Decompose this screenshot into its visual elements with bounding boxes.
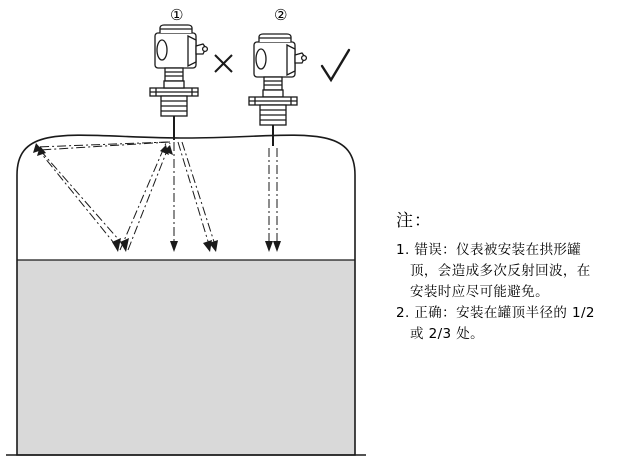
note-line-2: 顶，会造成多次反射回波，在 <box>410 263 591 279</box>
note-line-3: 安装时应尽可能避免。 <box>410 284 549 300</box>
note-line-4: 2. 正确：安装在罐顶半径的 1/2 <box>396 305 595 321</box>
echo-arrowheads-device-1 <box>33 143 218 252</box>
note-line-1: 1. 错误：仪表被安装在拱形罐 <box>396 242 582 258</box>
echo-path-device-2 <box>269 148 277 248</box>
echo-arrowheads-device-2 <box>265 241 281 252</box>
echo-paths-device-1 <box>36 142 216 250</box>
device-1-radar-level-meter <box>150 25 207 140</box>
tank-liquid-region <box>17 260 355 455</box>
notes-heading: 注： <box>396 211 432 231</box>
notes-block <box>396 206 628 345</box>
correct-check-icon <box>322 50 349 80</box>
note-line-5: 或 2/3 处。 <box>410 326 485 342</box>
wrong-cross-icon <box>215 55 232 72</box>
marker-2-label: ② <box>274 6 288 24</box>
device-2-radar-level-meter <box>249 34 306 146</box>
marker-1-label: ① <box>170 6 184 24</box>
